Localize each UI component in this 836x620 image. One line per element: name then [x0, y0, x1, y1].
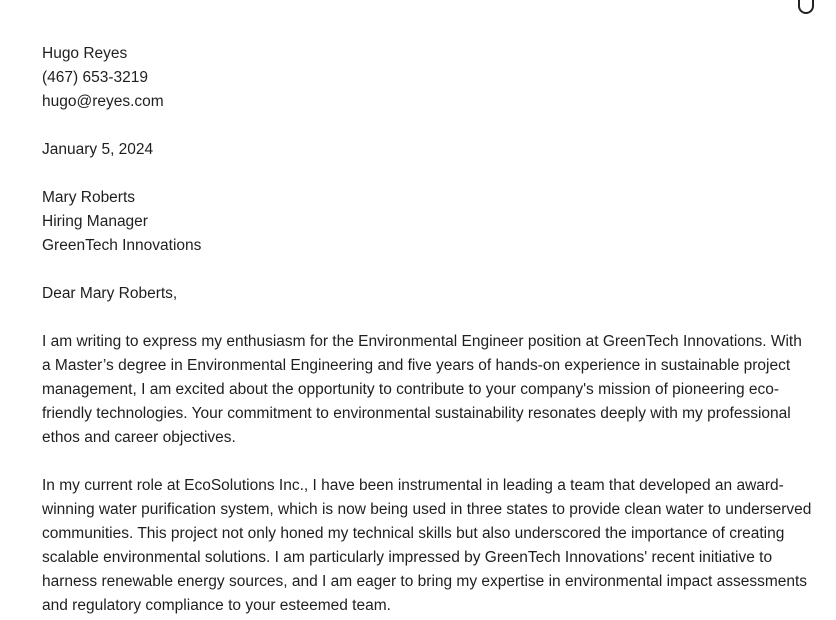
paragraph-2: In my current role at EcoSolutions Inc., I have been instrumental in leading a team that developed an award-winning water purification system, which is now being used in three states to provide clean water to underserved communities. This project not only honed my technical skills but also underscored the importance of creating scalable environmental solutions. I am particularly impressed by GreenTech Innovations' recent initiative to harness renewable energy sources, and I am eager to bring my expertise in environmental impact assessments and regulatory compliance to your esteemed team.	[42, 477, 812, 614]
letter-date: January 5, 2024	[42, 141, 154, 158]
recipient-name: Mary Roberts	[42, 189, 136, 206]
spacer	[42, 114, 812, 138]
sender-block	[42, 42, 812, 114]
sender-name: Hugo Reyes	[42, 45, 128, 62]
recipient-title: Hiring Manager	[42, 213, 148, 230]
sender-phone: (467) 653-3219	[42, 69, 148, 86]
spacer	[42, 162, 812, 186]
spacer	[42, 258, 812, 282]
spacer	[42, 306, 812, 330]
date-block	[42, 138, 812, 162]
sender-email: hugo@reyes.com	[42, 93, 164, 110]
paragraph-1: I am writing to express my enthusiasm for the Environmental Engineer position at GreenTech Innovations. With a Master’s degree in Environmental Engineering and five years of hands-on experience in sustainable project management, I am excited about the opportunity to contribute to your company's mission of pioneering eco-friendly technologies. Your commitment to environmental sustainability resonates deeply with my professional ethos and career objectives.	[42, 333, 802, 446]
salutation: Dear Mary Roberts,	[42, 285, 178, 302]
recipient-company: GreenTech Innovations	[42, 237, 202, 254]
cursor-shape-icon	[798, 0, 814, 14]
spacer	[42, 450, 812, 474]
recipient-block	[42, 186, 812, 258]
cover-letter	[42, 42, 812, 618]
